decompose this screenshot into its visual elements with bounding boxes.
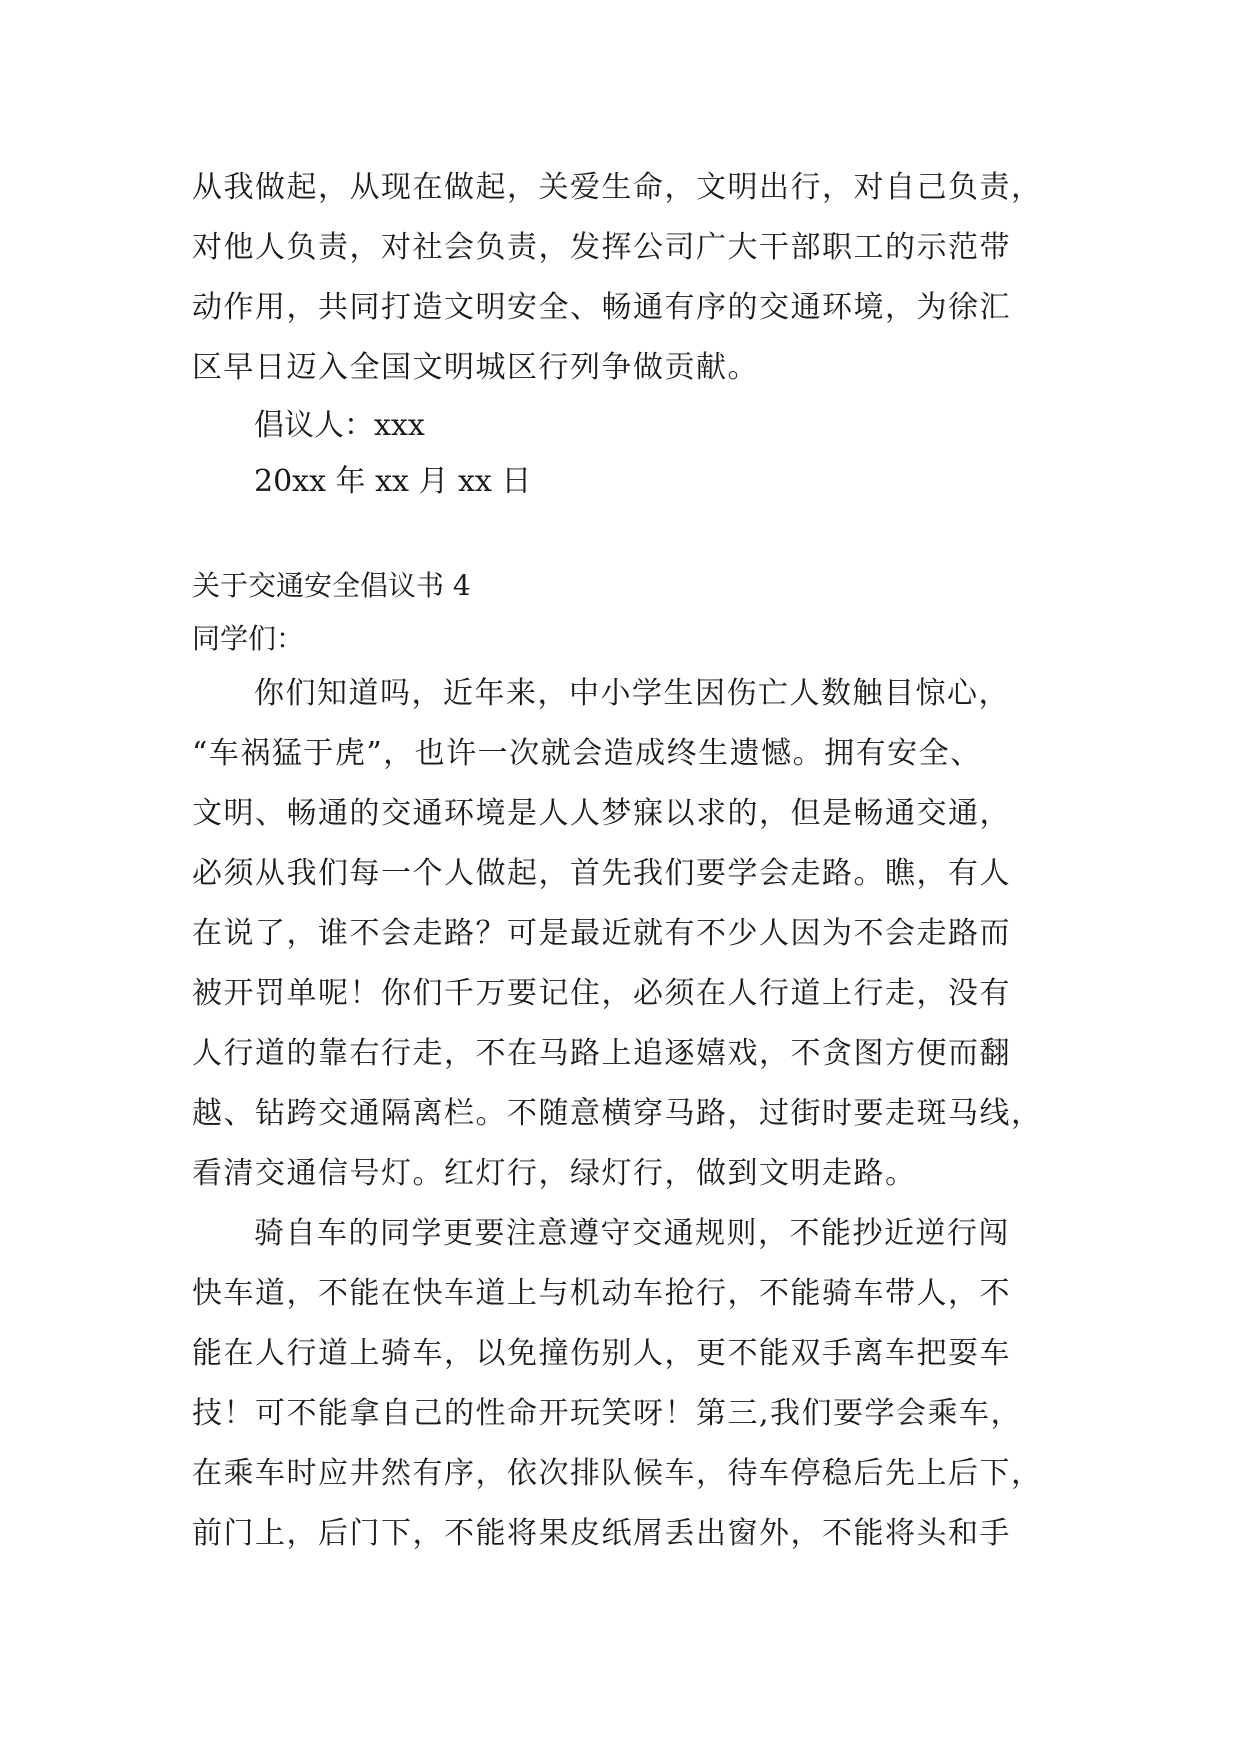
- section-title: 关于交通安全倡议书 4: [192, 569, 471, 602]
- text-line: 必须从我们每一个人做起，首先我们要学会走路。瞧，有人: [192, 856, 1011, 891]
- text-line: 区早日迈入全国文明城区行列争做贡献。: [192, 350, 759, 385]
- text-line: “车祸猛于虎”，也许一次就会造成终生遗憾。拥有安全、: [192, 736, 982, 771]
- text-line: 快车道，不能在快车道上与机动车抢行，不能骑车带人，不: [192, 1276, 1011, 1311]
- text-line: 对他人负责，对社会负责，发挥公司广大干部职工的示范带: [192, 230, 1011, 265]
- text-line: 能在人行道上骑车，以免撞伤别人，更不能双手离车把耍车: [192, 1336, 1011, 1371]
- text-line: 越、钻跨交通隔离栏。不随意横穿马路，过街时要走斑马线，: [192, 1096, 1043, 1131]
- text-line: 被开罚单呢！你们千万要记住，必须在人行道上行走，没有: [192, 976, 1011, 1011]
- text-line: 在乘车时应井然有序，依次排队候车，待车停稳后先上后下，: [192, 1456, 1043, 1491]
- text-line: 你们知道吗，近年来，中小学生因伤亡人数触目惊心，: [254, 676, 1010, 711]
- text-line: 看清交通信号灯。红灯行，绿灯行，做到文明走路。: [192, 1156, 917, 1191]
- text-line: 从我做起，从现在做起，关爱生命，文明出行，对自己负责，: [192, 170, 1043, 205]
- text-line: 技！可不能拿自己的性命开玩笑呀！第三,我们要学会乘车，: [192, 1396, 1023, 1431]
- text-line: 骑自车的同学更要注意遵守交通规则，不能抄近逆行闯: [254, 1216, 1010, 1251]
- salutation: 同学们：: [192, 622, 305, 655]
- text-line: 人行道的靠右行走，不在马路上追逐嬉戏，不贪图方便而翻: [192, 1036, 1011, 1071]
- paragraph-cycling: [192, 1204, 1072, 1564]
- date-line: 20xx 年 xx 月 xx 日: [254, 464, 532, 499]
- text-line: 前门上，后门下，不能将果皮纸屑丢出窗外，不能将头和手: [192, 1516, 1011, 1551]
- continuation-paragraph: [192, 158, 1072, 398]
- document-body: [192, 158, 1072, 1564]
- text-line: 在说了，谁不会走路？可是最近就有不少人因为不会走路而: [192, 916, 1011, 951]
- paragraph-walking: [192, 664, 1072, 1204]
- text-line: 动作用，共同打造文明安全、畅通有序的交通环境，为徐汇: [192, 290, 1011, 325]
- text-line: 文明、畅通的交通环境是人人梦寐以求的，但是畅通交通，: [192, 796, 1011, 831]
- signer-line: 倡议人：xxx: [254, 408, 425, 443]
